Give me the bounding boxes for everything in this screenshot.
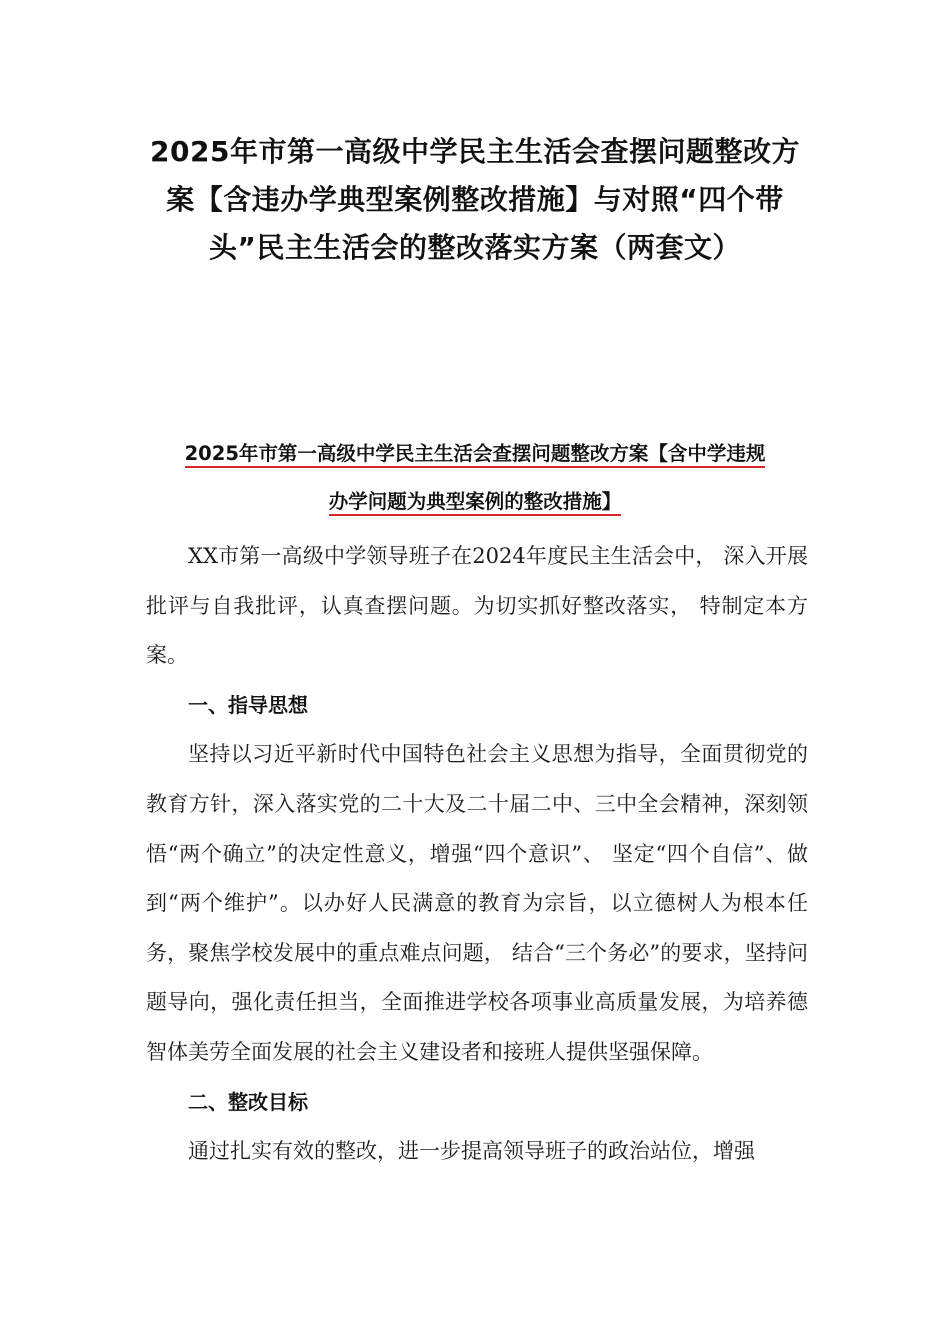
section-heading-guiding-ideology: 一、指导思想	[188, 692, 308, 717]
section-title-line-1: 2025年市第一高级中学民主生活会查摆问题整改方案【含中学违规	[185, 442, 766, 468]
guiding-ideology-paragraph: 坚持以习近平新时代中国特色社会主义思想为指导，全面贯彻党的教育方针，深入落实党的二十大及二十届二中、三中全会精神，深刻领悟“两个确立”的决定性意义，增强“四个意识”、 坚定“四个自信”、做到“两个维护”。以办好人民满意的教育为宗旨，以立德树人为根本任务，聚焦学校发展中的重点难点问题， 结合“三个务必”的要求，坚持问题导向，强化责任担当，全面推进学校各项事业高质量发展，为培养德智体美劳全面发展的社会主义建设者和接班人提供坚强保障。	[146, 742, 808, 1064]
document-title: 2025年市第一高级中学民主生活会查摆问题整改方案【含违办学典型案例整改措施】与对照“四个带头”民主生活会的整改落实方案（两套文）	[150, 135, 800, 264]
section-heading-rectification-goals: 二、整改目标	[188, 1089, 308, 1114]
intro-paragraph: XX市第一高级中学领导班子在2024年度民主生活会中， 深入开展批评与自我批评，认真查摆问题。为切实抓好整改落实， 特制定本方案。	[146, 544, 808, 668]
rectification-goals-paragraph: 通过扎实有效的整改，进一步提高领导班子的政治站位，增强	[188, 1139, 755, 1164]
section-title	[140, 430, 810, 526]
section-title-line-2: 办学问题为典型案例的整改措施】	[329, 490, 622, 516]
document-body	[146, 532, 808, 1177]
